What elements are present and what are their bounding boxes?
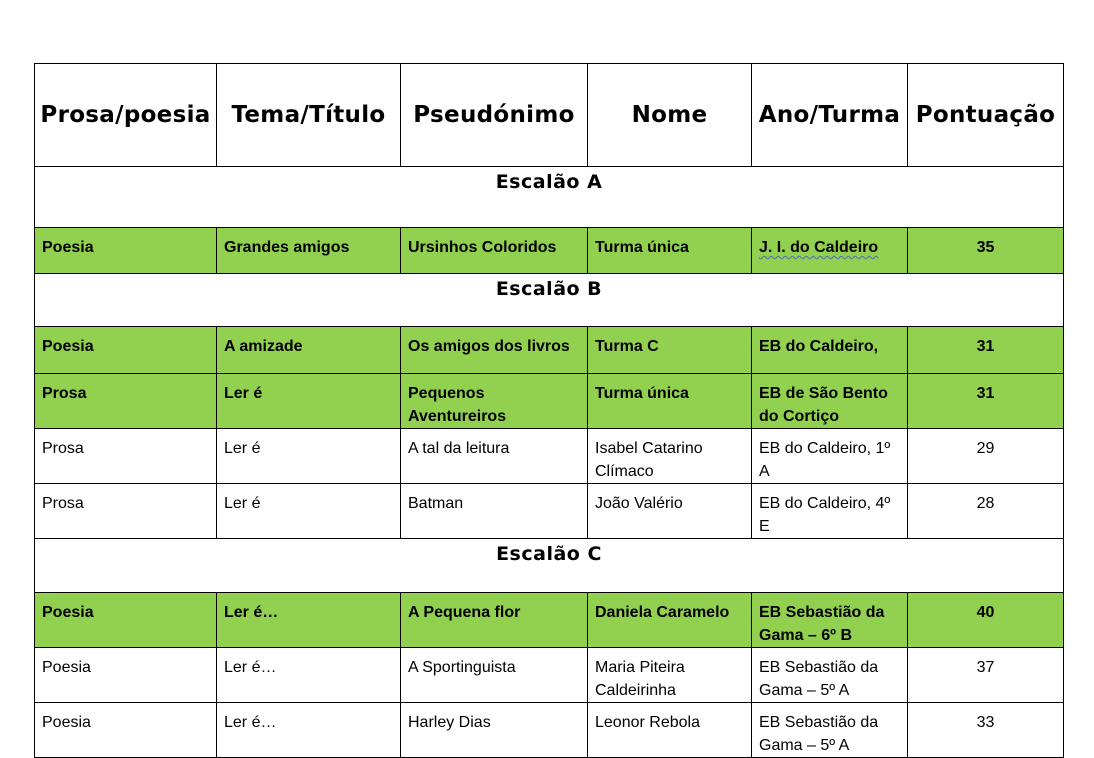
cell-nome: Leonor Rebola — [588, 703, 752, 758]
table-row — [35, 593, 1064, 648]
header-pontuacao: Pontuação — [908, 64, 1064, 167]
header-tema-titulo: Tema/Título — [217, 64, 401, 167]
cell-tema: Ler é… — [217, 593, 401, 648]
cell-tipo: Prosa — [35, 429, 217, 484]
cell-ano: EB do Caldeiro, — [752, 327, 908, 374]
cell-tipo: Poesia — [35, 327, 217, 374]
cell-ano: EB de São Bento do Cortiço — [752, 374, 908, 429]
cell-pontuacao: 29 — [908, 429, 1064, 484]
group-row-escalao-c — [35, 539, 1064, 593]
table-row — [35, 374, 1064, 429]
cell-pontuacao: 31 — [908, 374, 1064, 429]
cell-tema: Grandes amigos — [217, 228, 401, 274]
cell-pseudonimo: A Pequena flor — [401, 593, 588, 648]
cell-nome: Isabel Catarino Clímaco — [588, 429, 752, 484]
cell-pseudonimo: A Sportinguista — [401, 648, 588, 703]
cell-tipo: Prosa — [35, 484, 217, 539]
header-ano-turma: Ano/Turma — [752, 64, 908, 167]
cell-nome: Turma C — [588, 327, 752, 374]
header-prosa-poesia: Prosa/poesia — [35, 64, 217, 167]
cell-nome: Turma única — [588, 228, 752, 274]
cell-pontuacao: 31 — [908, 327, 1064, 374]
table-row — [35, 327, 1064, 374]
cell-tema: Ler é — [217, 484, 401, 539]
cell-ano: EB Sebastião da Gama – 5º A — [752, 703, 908, 758]
header-nome: Nome — [588, 64, 752, 167]
cell-ano — [752, 228, 908, 274]
cell-nome: Turma única — [588, 374, 752, 429]
cell-ano-text: J. I. do Caldeiro — [759, 239, 879, 256]
table-row — [35, 703, 1064, 758]
cell-tema: Ler é — [217, 429, 401, 484]
table-row — [35, 228, 1064, 274]
cell-pseudonimo: Ursinhos Coloridos — [401, 228, 588, 274]
cell-ano: EB Sebastião da Gama – 5º A — [752, 648, 908, 703]
results-table — [34, 63, 1064, 758]
group-title: Escalão A — [35, 167, 1064, 228]
cell-ano: EB Sebastião da Gama – 6º B — [752, 593, 908, 648]
cell-pontuacao: 35 — [908, 228, 1064, 274]
group-row-escalao-b — [35, 274, 1064, 327]
cell-tipo: Poesia — [35, 593, 217, 648]
cell-tema: A amizade — [217, 327, 401, 374]
group-title: Escalão C — [35, 539, 1064, 593]
cell-pontuacao: 28 — [908, 484, 1064, 539]
cell-pseudonimo: Harley Dias — [401, 703, 588, 758]
cell-nome: Daniela Caramelo — [588, 593, 752, 648]
cell-tipo: Poesia — [35, 228, 217, 274]
table-row — [35, 429, 1064, 484]
cell-pontuacao: 40 — [908, 593, 1064, 648]
cell-pseudonimo: Os amigos dos livros — [401, 327, 588, 374]
cell-nome: João Valério — [588, 484, 752, 539]
cell-ano: EB do Caldeiro, 1º A — [752, 429, 908, 484]
group-row-escalao-a — [35, 167, 1064, 228]
header-pseudonimo: Pseudónimo — [401, 64, 588, 167]
cell-nome: Maria Piteira Caldeirinha — [588, 648, 752, 703]
table-row — [35, 648, 1064, 703]
cell-tema: Ler é — [217, 374, 401, 429]
cell-pontuacao: 33 — [908, 703, 1064, 758]
cell-pseudonimo: Pequenos Aventureiros — [401, 374, 588, 429]
cell-tipo: Prosa — [35, 374, 217, 429]
header-row — [35, 64, 1064, 167]
cell-pseudonimo: A tal da leitura — [401, 429, 588, 484]
cell-tema: Ler é… — [217, 648, 401, 703]
cell-tema: Ler é… — [217, 703, 401, 758]
cell-tipo: Poesia — [35, 648, 217, 703]
cell-pseudonimo: Batman — [401, 484, 588, 539]
cell-ano: EB do Caldeiro, 4º E — [752, 484, 908, 539]
cell-tipo: Poesia — [35, 703, 217, 758]
group-title: Escalão B — [35, 274, 1064, 327]
table-row — [35, 484, 1064, 539]
cell-pontuacao: 37 — [908, 648, 1064, 703]
